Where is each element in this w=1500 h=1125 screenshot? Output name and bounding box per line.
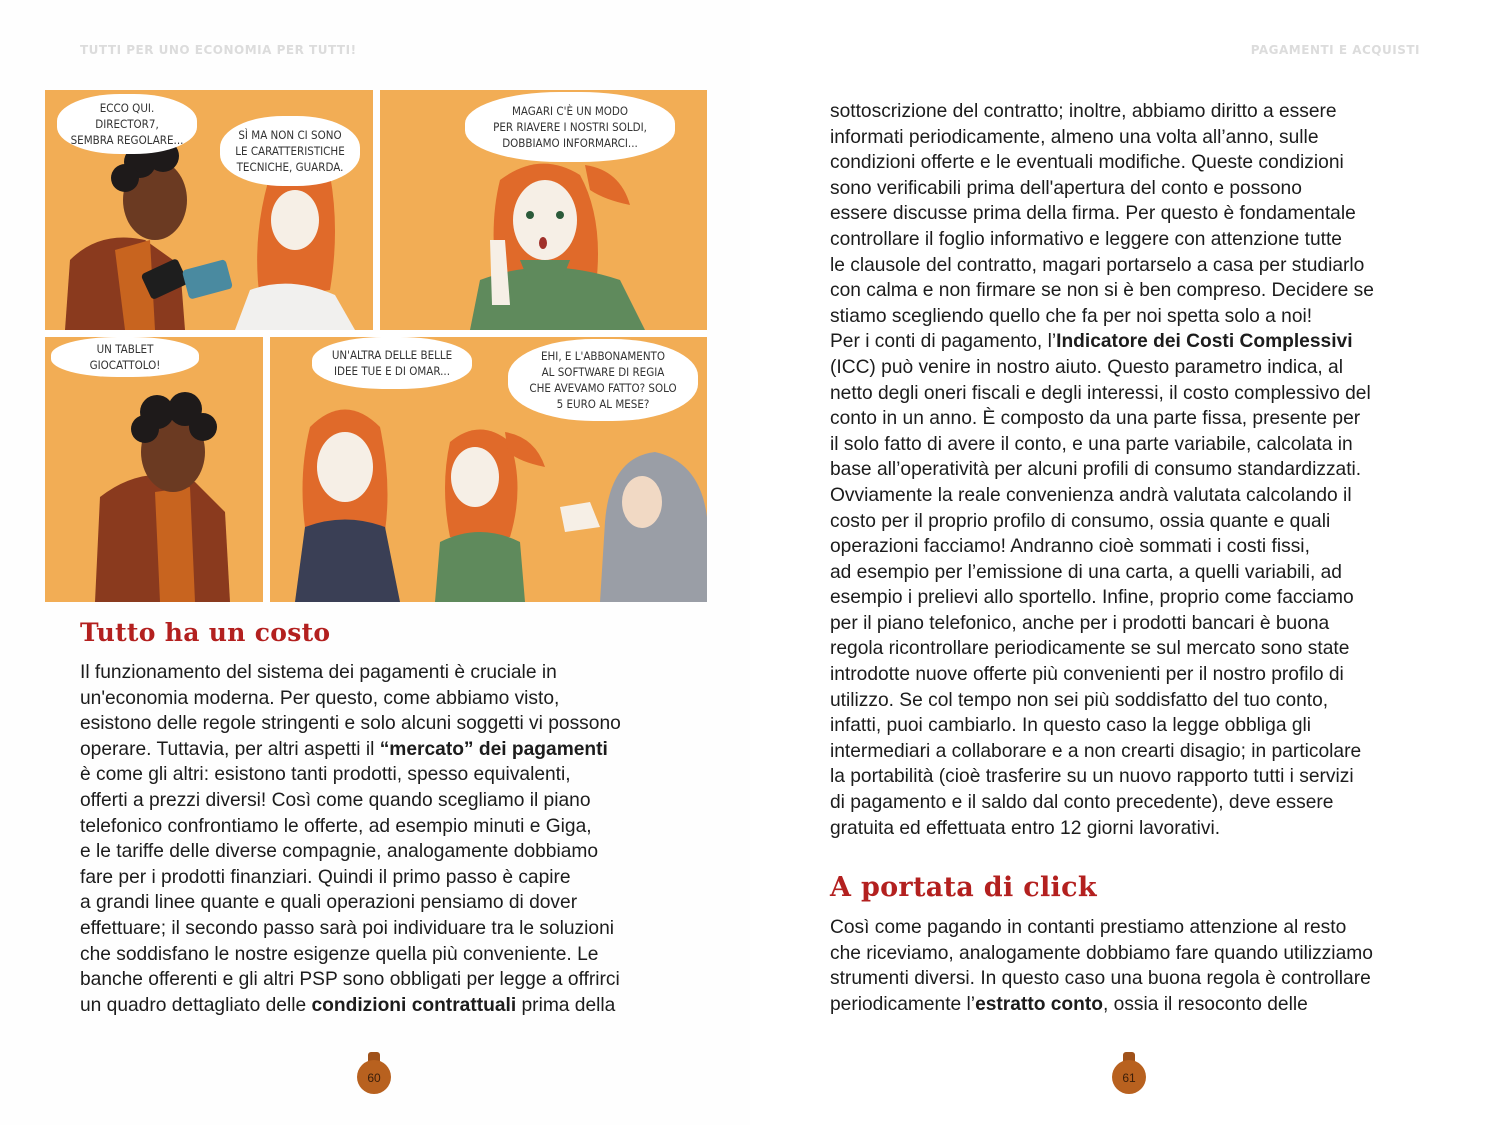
comic-panel-4 (270, 337, 707, 602)
speech-bubble-6: EHI, E L'ABBONAMENTO AL SOFTWARE DI REGIA CHE AVEVAMO FATTO? SOLO 5 EURO AL MESE? (508, 339, 698, 421)
comic-panel-3 (45, 337, 263, 602)
right-page (750, 0, 1500, 1125)
bold-mercato: “mercato” dei pagamenti (379, 738, 608, 760)
left-body-text: Il funzionamento del sistema dei pagamenti è cruciale in un'economia moderna. Per questo, come abbiamo visto, esistono delle regole stringenti e solo alcuni soggetti vi possono operare. Tuttavia, per altri aspetti il “mercato” dei pagamenti è come gli altri: esistono tanti prodotti, spesso equivalenti, offerti a prezzi diversi! Così come quando scegliamo il piano telefonico confrontiamo le offerte, ad esempio minuti e Giga, e le tariffe delle diverse compagnie, analogamente dobbiamo fare per i prodotti finanziari. Quindi il primo passo è capire a grandi linee quante e quali operazioni pensiamo di dover effettuare; il secondo passo sarà poi individuare tra le soluzioni che soddisfano le nostre esigenze quella più conveniente. Le banche offerenti e gli altri PSP sono obbligati per legge a offrirci un quadro dettagliato delle condizioni contrattuali prima della (80, 662, 621, 1016)
comic-panel-2 (380, 90, 707, 330)
bold-estratto: estratto conto (975, 993, 1103, 1015)
section-title-click: A portata di click (830, 872, 1097, 903)
comic-panel-1 (45, 90, 373, 330)
speech-bubble-1: ECCO QUI. DIRECTOR7, SEMBRA REGOLARE... (57, 94, 197, 154)
speech-bubble-3: MAGARI C'È UN MODO PER RIAVERE I NOSTRI SOLDI, DOBBIAMO INFORMARCI... (465, 92, 675, 162)
speech-bubble-5: UN'ALTRA DELLE BELLE IDEE TUE E DI OMAR... (312, 337, 472, 389)
right-body-text: sottoscrizione del contratto; inoltre, abbiamo diritto a essere informati periodicamente, almeno una volta all’anno, sulle condizioni offerte e le eventuali modifiche. Queste condizioni sono verificabili prima dell'apertura del conto e possono essere discusse prima della firma. Per questo è fondamentale controllare il foglio informativo e leggere con attenzione tutte le clausole del contratto, magari portarselo a casa per studiarlo con calma e non firmare se non si è ben compreso. Decidere se stiamo scegliendo quello che fa per noi spetta solo a noi! Per i conti di pagamento, l’Indicatore dei Costi Complessivi (ICC) può venire in nostro aiuto. Questo parametro indica, al netto degli oneri fiscali e degli interessi, il costo complessivo del conto in un anno. È composto da una parte fissa, presente per il solo fatto di avere il conto, e una parte variabile, calcolata in base all’operatività per alcuni profili di consumo standardizzati. Ovviamente la reale convenienza andrà valutata calcolando il costo per il proprio profilo di consumo, ossia quante e quali operazioni facciamo! Andranno cioè sommati i costi fissi, ad esempio per l’emissione di una carta, a quelli variabili, ad esempio i prelievi allo sportello. Infine, proprio come facciamo per il piano telefonico, anche per i prodotti bancari è buona regola ricontrollare periodicamente se sul mercato sono state introdotte nuove offerte più convenienti per il nostro profilo di utilizzo. Se col tempo non sei più soddisfatto del tuo conto, infatti, puoi cambiarlo. In questo caso la legge obbliga gli intermediari a collaborare e a non crearti disagio; in particolare la portabilità (cioè trasferire su un nuovo rapporto tutti i servizi di pagamento e il saldo dal conto precedente), deve essere gratuita ed effettuata entro 12 giorni lavorativi. (830, 101, 1374, 839)
page-number-right: 61 (1112, 1050, 1146, 1096)
speech-bubble-4: UN TABLET GIOCATTOLO! (51, 337, 199, 377)
comic-panel-3-art (45, 337, 263, 602)
bold-icc: Indicatore dei Costi Complessivi (1056, 331, 1353, 353)
page-number-left: 60 (357, 1050, 391, 1096)
running-head-left: TUTTI PER UNO ECONOMIA PER TUTTI! (80, 43, 357, 57)
comic-strip (45, 90, 707, 602)
running-head-right: PAGAMENTI E ACQUISTI (1250, 43, 1420, 57)
bold-condizioni: condizioni contrattuali (311, 994, 517, 1016)
speech-bubble-2: SÌ MA NON CI SONO LE CARATTERISTICHE TECNICHE, GUARDA. (220, 116, 360, 186)
section-title-costo: Tutto ha un costo (80, 618, 331, 647)
right-body-text-2: Così come pagando in contanti prestiamo attenzione al resto che riceviamo, analogamente dobbiamo fare quando utilizziamo strumenti diversi. In questo caso una buona regola è controllare periodicamente l’estratto conto, ossia il resoconto delle (830, 917, 1373, 1015)
